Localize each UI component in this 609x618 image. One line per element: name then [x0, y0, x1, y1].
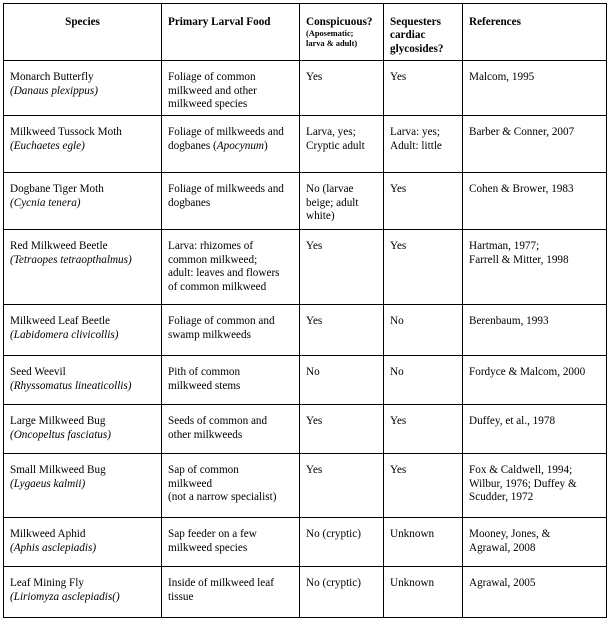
- species-latin-name: (Cycnia tenera): [10, 196, 81, 209]
- larval-food-line: swamp milkweeds: [168, 328, 251, 341]
- table-row: [4, 116, 607, 173]
- references-line: Agrawal, 2005: [469, 577, 536, 590]
- header-species: Species: [4, 4, 162, 61]
- larval-food-line: Pith of common: [168, 366, 241, 379]
- sequesters-cell: [384, 173, 463, 230]
- sequesters-line: Yes: [390, 415, 407, 428]
- species-cell: [4, 61, 162, 116]
- sequesters-line: No: [390, 315, 404, 328]
- larval-food-line: Sap of common: [168, 464, 239, 477]
- references-line: Mooney, Jones, &: [469, 528, 551, 541]
- genus-name: Apocynum: [216, 139, 265, 152]
- header-references: References: [463, 4, 607, 61]
- conspicuous-cell: [300, 356, 384, 405]
- table-row: [4, 61, 607, 116]
- species-latin-name: (Aphis asclepiadis): [10, 541, 97, 554]
- larval-food-line: milkweed: [168, 477, 213, 490]
- species-cell: [4, 356, 162, 405]
- conspicuous-cell: [300, 116, 384, 173]
- larval-food-line: milkweed stems: [168, 379, 241, 392]
- header-conspicuous-title: Conspicuous?: [306, 16, 373, 28]
- larval-food-line: dogbanes: [168, 196, 211, 209]
- references-cell: [463, 230, 607, 305]
- sequesters-cell: [384, 405, 463, 454]
- milkweed-herbivores-table: [3, 3, 607, 618]
- larval-food-line: milkweed species: [168, 98, 248, 111]
- conspicuous-cell: [300, 405, 384, 454]
- table-row: [4, 405, 607, 454]
- conspicuous-cell: [300, 173, 384, 230]
- larval-food-cell: [162, 567, 300, 618]
- table-row: [4, 356, 607, 405]
- conspicuous-line: Yes: [306, 415, 323, 428]
- conspicuous-line: Yes: [306, 315, 323, 328]
- sequesters-line: Unknown: [390, 577, 435, 590]
- header-conspicuous: [300, 4, 384, 61]
- sequesters-line: Adult: little: [390, 139, 442, 152]
- larval-food-line: adult: leaves and flowers: [168, 267, 280, 280]
- header-conspicuous-sub1: (Aposematic;: [306, 29, 354, 39]
- larval-food-line: dogbanes (Apocynum): [168, 139, 268, 152]
- larval-food-line: Inside of milkweed leaf: [168, 577, 274, 590]
- species-common-name: Milkweed Aphid: [10, 528, 86, 541]
- species-common-name: Red Milkweed Beetle: [10, 240, 108, 253]
- species-cell: [4, 116, 162, 173]
- references-cell: [463, 305, 607, 356]
- conspicuous-line: Yes: [306, 464, 323, 477]
- table-row: [4, 454, 607, 518]
- references-cell: [463, 173, 607, 230]
- species-latin-name: (Rhyssomatus lineaticollis): [10, 379, 132, 392]
- header-food: Primary Larval Food: [162, 4, 300, 61]
- conspicuous-cell: [300, 305, 384, 356]
- table-body: [4, 61, 607, 618]
- references-cell: [463, 61, 607, 116]
- larval-food-line: Sap feeder on a few: [168, 528, 257, 541]
- species-latin-name: (Danaus plexippus): [10, 84, 98, 97]
- references-line: Scudder, 1972: [469, 491, 534, 504]
- larval-food-line: of common milkweed: [168, 280, 267, 293]
- conspicuous-cell: [300, 567, 384, 618]
- sequesters-line: Yes: [390, 71, 407, 84]
- species-common-name: Large Milkweed Bug: [10, 415, 106, 428]
- sequesters-cell: [384, 116, 463, 173]
- conspicuous-cell: [300, 230, 384, 305]
- sequesters-line: Yes: [390, 464, 407, 477]
- species-cell: [4, 454, 162, 518]
- species-cell: [4, 518, 162, 567]
- table-row: [4, 173, 607, 230]
- larval-food-line: common milkweed;: [168, 253, 258, 266]
- species-common-name: Milkweed Tussock Moth: [10, 126, 122, 139]
- references-line: Duffey, et al., 1978: [469, 415, 556, 428]
- species-cell: [4, 305, 162, 356]
- species-common-name: Seed Weevil: [10, 366, 66, 379]
- references-line: Fordyce & Malcom, 2000: [469, 366, 586, 379]
- larval-food-cell: [162, 405, 300, 454]
- larval-food-line: Seeds of common and: [168, 415, 268, 428]
- larval-food-line: Larva: rhizomes of: [168, 240, 254, 253]
- conspicuous-cell: [300, 454, 384, 518]
- species-common-name: Small Milkweed Bug: [10, 464, 106, 477]
- larval-food-line: Foliage of common: [168, 71, 256, 84]
- larval-food-line: other milkweeds: [168, 428, 243, 441]
- header-sequesters: Sequesters cardiac glycosides?: [384, 4, 463, 61]
- references-cell: [463, 116, 607, 173]
- species-latin-name: (Oncopeltus fasciatus): [10, 428, 111, 441]
- sequesters-cell: [384, 305, 463, 356]
- sequesters-cell: [384, 230, 463, 305]
- conspicuous-line: Larva, yes;: [306, 126, 356, 139]
- larval-food-line: Foliage of milkweeds and: [168, 126, 284, 139]
- sequesters-line: Unknown: [390, 528, 435, 541]
- conspicuous-cell: [300, 518, 384, 567]
- references-cell: [463, 405, 607, 454]
- species-latin-name: (Liriomyza asclepiadis(): [10, 590, 120, 603]
- species-cell: [4, 230, 162, 305]
- larval-food-cell: [162, 116, 300, 173]
- references-line: Fox & Caldwell, 1994;: [469, 464, 573, 477]
- header-conspicuous-sub2: larva & adult): [306, 39, 358, 49]
- larval-food-line: Foliage of milkweeds and: [168, 183, 284, 196]
- species-cell: [4, 567, 162, 618]
- table-row: [4, 567, 607, 618]
- references-cell: [463, 518, 607, 567]
- table-row: [4, 305, 607, 356]
- sequesters-line: Larva: yes;: [390, 126, 441, 139]
- references-cell: [463, 567, 607, 618]
- table-row: [4, 518, 607, 567]
- references-cell: [463, 356, 607, 405]
- larval-food-cell: [162, 356, 300, 405]
- references-line: Barber & Conner, 2007: [469, 126, 575, 139]
- species-common-name: Leaf Mining Fly: [10, 577, 84, 590]
- conspicuous-line: beige; adult: [306, 196, 359, 209]
- conspicuous-line: No: [306, 366, 320, 379]
- sequesters-line: No: [390, 366, 404, 379]
- larval-food-line: milkweed and other: [168, 84, 257, 97]
- species-common-name: Monarch Butterfly: [10, 71, 94, 84]
- conspicuous-line: No (cryptic): [306, 577, 361, 590]
- conspicuous-line: white): [306, 210, 335, 223]
- larval-food-cell: [162, 518, 300, 567]
- sequesters-line: Yes: [390, 183, 407, 196]
- conspicuous-line: Yes: [306, 240, 323, 253]
- larval-food-line: milkweed species: [168, 541, 248, 554]
- references-line: Wilbur, 1976; Duffey &: [469, 477, 577, 490]
- references-line: Hartman, 1977;: [469, 240, 540, 253]
- species-common-name: Milkweed Leaf Beetle: [10, 315, 111, 328]
- species-latin-name: (Euchaetes egle): [10, 139, 85, 152]
- larval-food-cell: [162, 173, 300, 230]
- species-latin-name: (Labidomera clivicollis): [10, 328, 119, 341]
- larval-food-line: Foliage of common and: [168, 315, 275, 328]
- conspicuous-line: No (larvae: [306, 183, 354, 196]
- conspicuous-cell: [300, 61, 384, 116]
- sequesters-cell: [384, 454, 463, 518]
- larval-food-cell: [162, 305, 300, 356]
- species-common-name: Dogbane Tiger Moth: [10, 183, 104, 196]
- species-cell: [4, 173, 162, 230]
- sequesters-cell: [384, 567, 463, 618]
- references-line: Berenbaum, 1993: [469, 315, 549, 328]
- sequesters-cell: [384, 61, 463, 116]
- conspicuous-line: Yes: [306, 71, 323, 84]
- larval-food-line: (not a narrow specialist): [168, 491, 277, 504]
- header-row: [4, 4, 607, 61]
- table-row: [4, 230, 607, 305]
- conspicuous-line: No (cryptic): [306, 528, 361, 541]
- references-cell: [463, 454, 607, 518]
- sequesters-cell: [384, 356, 463, 405]
- conspicuous-line: Cryptic adult: [306, 139, 365, 152]
- sequesters-line: Yes: [390, 240, 407, 253]
- references-line: Malcom, 1995: [469, 71, 535, 84]
- larval-food-cell: [162, 230, 300, 305]
- references-line: Cohen & Brower, 1983: [469, 183, 574, 196]
- sequesters-cell: [384, 518, 463, 567]
- larval-food-cell: [162, 454, 300, 518]
- species-latin-name: (Tetraopes tetraopthalmus): [10, 253, 132, 266]
- species-latin-name: (Lygaeus kalmii): [10, 477, 86, 490]
- species-cell: [4, 405, 162, 454]
- larval-food-cell: [162, 61, 300, 116]
- references-line: Agrawal, 2008: [469, 541, 536, 554]
- larval-food-line: tissue: [168, 590, 194, 603]
- references-line: Farrell & Mitter, 1998: [469, 253, 569, 266]
